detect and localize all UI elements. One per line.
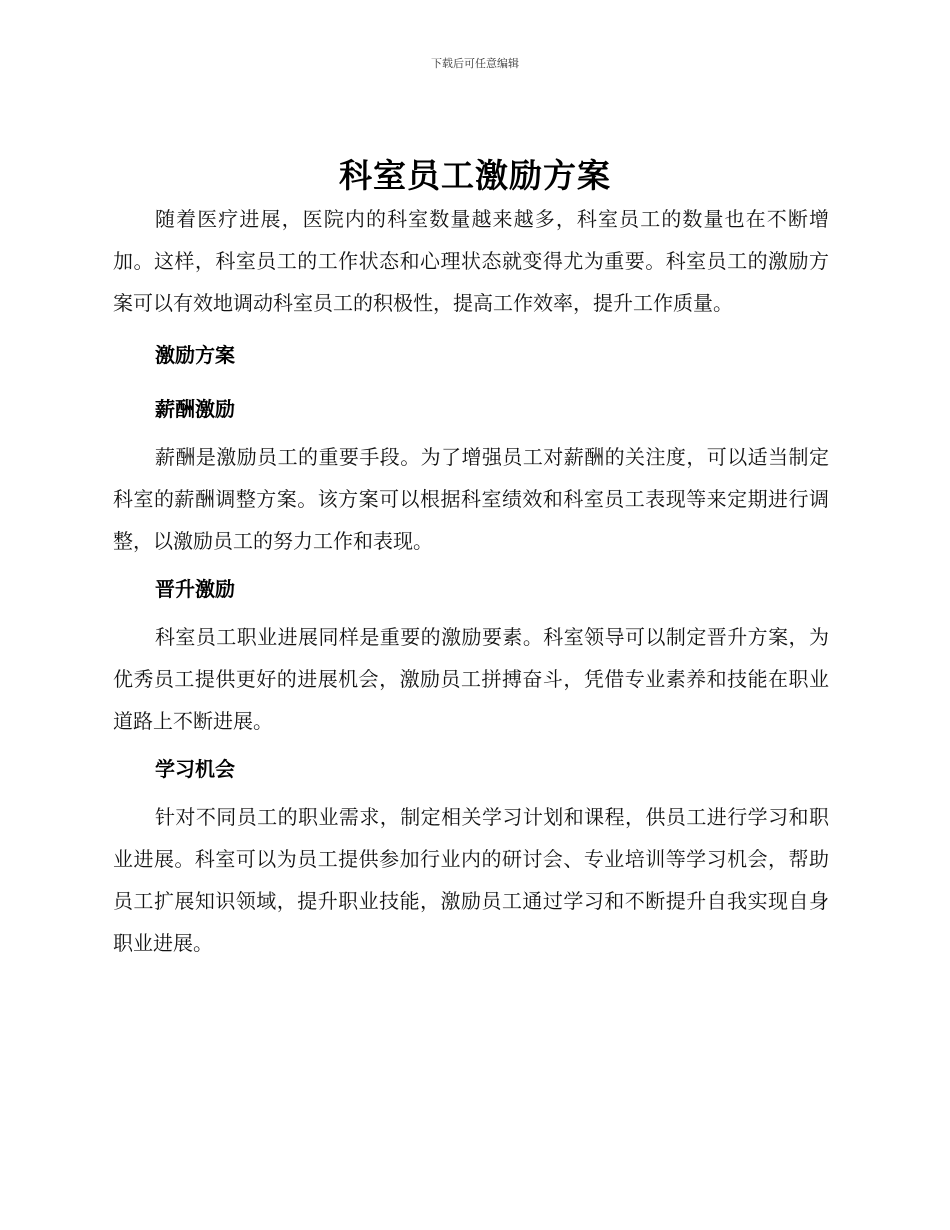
document-body [113, 198, 829, 964]
intro-paragraph: 随着医疗进展，医院内的科室数量越来越多，科室员工的数量也在不断增加。这样，科室员工的工作状态和心理状态就变得尤为重要。科室员工的激励方案可以有效地调动科室员工的积极性，提高工作效率，提升工作质量。 [113, 207, 829, 315]
salary-paragraph: 薪酬是激励员工的重要手段。为了增强员工对薪酬的关注度，可以适当制定科室的薪酬调整方案。该方案可以根据科室绩效和科室员工表现等来定期进行调整，以激励员工的努力工作和表现。 [113, 445, 829, 553]
heading-incentive-plan: 激励方案 [155, 343, 235, 367]
document-title: 科室员工激励方案 [339, 156, 611, 195]
heading-learning: 学习机会 [155, 757, 235, 781]
learning-paragraph: 针对不同员工的职业需求，制定相关学习计划和课程，供员工进行学习和职业进展。科室可以为员工提供参加行业内的研讨会、专业培训等学习机会，帮助员工扩展知识领域，提升职业技能，激励员工通过学习和不断提升自我实现自身职业进展。 [113, 805, 829, 955]
promotion-paragraph: 科室员工职业进展同样是重要的激励要素。科室领导可以制定晋升方案，为优秀员工提供更好的进展机会，激励员工拼搏奋斗，凭借专业素养和技能在职业道路上不断进展。 [113, 625, 829, 733]
heading-salary: 薪酬激励 [155, 397, 235, 421]
heading-promotion: 晋升激励 [155, 577, 235, 601]
header-note: 下载后可任意编辑 [431, 57, 519, 70]
